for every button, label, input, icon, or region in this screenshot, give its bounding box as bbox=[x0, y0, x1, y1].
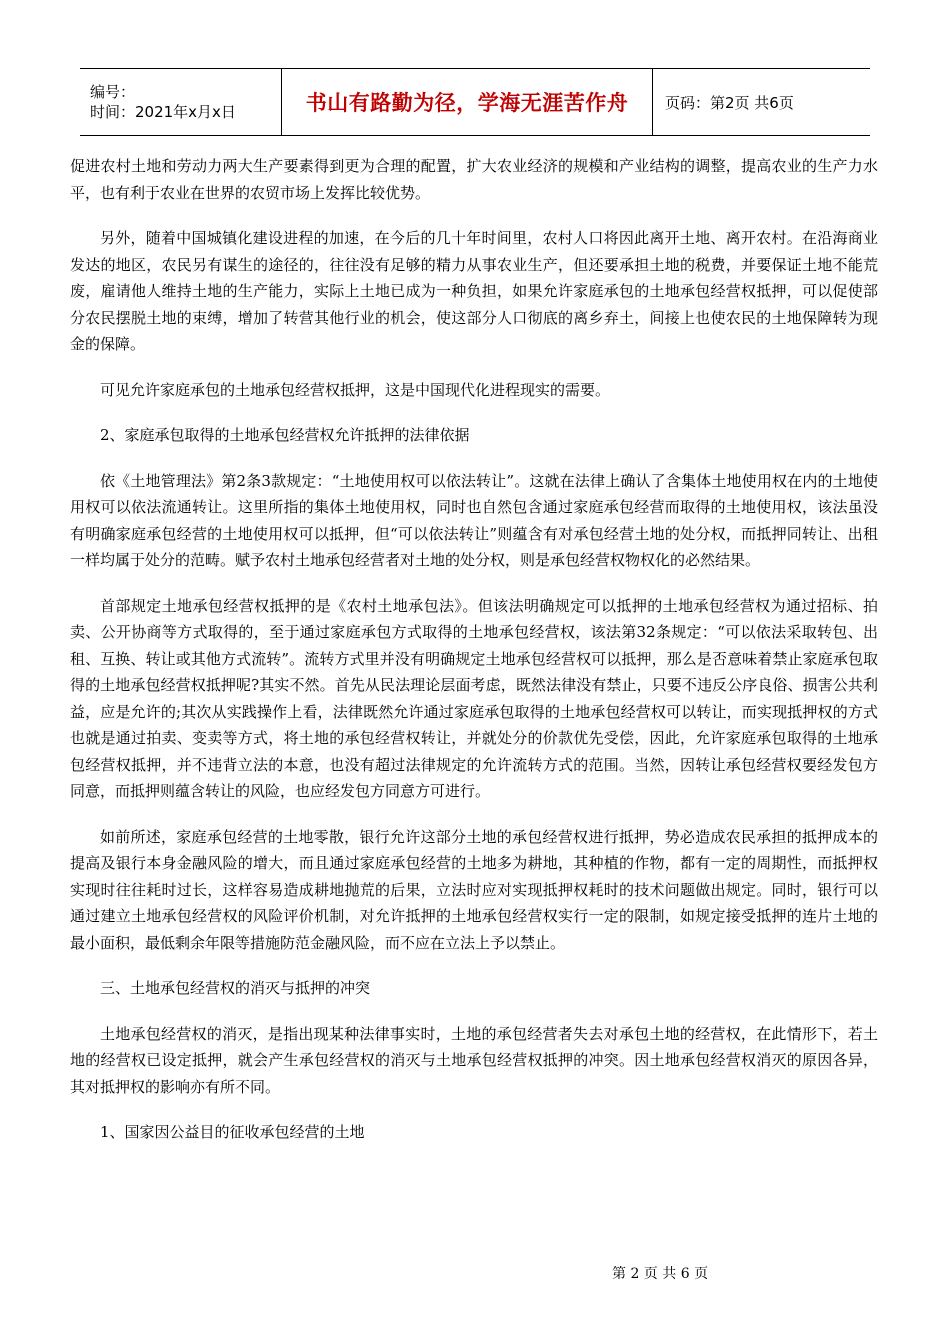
paragraph: 首部规定土地承包经营权抵押的是《农村土地承包法》。但该法明确规定可以抵押的土地承包经营权为通过招标、拍卖、公开协商等方式取得的，至于通过家庭承包方式取得的土地承包经营权，该法第32条规定：“可以依法采取转包、出租、互换、转让或其他方式流转”。流转方式里并没有明确规定土地承包经营权可以抵押，那么是否意味着禁止家庭承包取得的土地承包经营权抵押呢?其实不然。首先从民法理论层面考虑，既然法律没有禁止，只要不违反公序良俗、损害公共利益，应是允许的;其次从实践操作上看，法律既然允许通过家庭承包取得的土地承包经营权可以转让，而实现抵押权的方式也就是通过拍卖、变卖等方式，将土地的承包经营权转让，并就处分的价款优先受偿，因此，允许家庭承包取得的土地承包经营权抵押，并不违背立法的本意，也没有超过法律规定的允许流转方式的范围。当然，因转让承包经营权要经发包方同意，而抵押则蕴含转让的风险，也应经发包方同意方可进行。 bbox=[70, 596, 878, 800]
section-heading: 1、国家因公益目的征收承包经营的土地 bbox=[100, 1123, 365, 1141]
paragraph: 可见允许家庭承包的土地承包经营权抵押，这是中国现代化进程现实的需要。 bbox=[100, 380, 611, 399]
paragraph: 土地承包经营权的消灭，是指出现某种法律事实时，土地的承包经营者失去对承包土地的经营权，在此情形下，若土地的经营权已设定抵押，就会产生承包经营权的消灭与土地承包经营权抵押的冲突。因土地承包经营权消灭的原因各异，其对抵押权的影响亦有所不同。 bbox=[70, 1024, 878, 1096]
paragraph: 依《土地管理法》第2条3款规定：“土地使用权可以依法转让”。这就在法律上确认了含集体土地使用权在内的土地使用权可以依法流通转让。这里所指的集体土地使用权，同时也自然包含通过家庭承包经营而取得的土地使用权，该法虽没有明确家庭承包经营的土地使用权可以抵押，但“可以依法转让”则蕴含有对承包经营土地的处分权，而抵押同转让、出租一样均属于处分的范畴。赋予农村土地承包经营者对土地的处分权，则是承包经营权物权化的必然结果。 bbox=[70, 471, 878, 569]
page-header bbox=[80, 68, 870, 136]
header-meta bbox=[80, 69, 281, 135]
header-page-number: 页码：第2页 共6页 bbox=[665, 93, 794, 112]
document-date: 时间：2021年x月x日 bbox=[90, 103, 236, 121]
paragraph: 另外，随着中国城镇化建设进程的加速，在今后的几十年时间里，农村人口将因此离开土地、离开农村。在沿海商业发达的地区，农民另有谋生的途径的，往往没有足够的精力从事农业生产，但还要承担土地的税费，并要保证土地不能荒废，雇请他人维持土地的生产能力，实际上土地已成为一种负担，如果允许家庭承包的土地承包经营权抵押，可以促使部分农民摆脱土地的束缚，增加了转营其他行业的机会，使这部分人口彻底的离乡弃土，间接上也使农民的土地保障转为现金的保障。 bbox=[70, 229, 878, 353]
section-heading: 三、土地承包经营权的消灭与抵押的冲突 bbox=[100, 979, 371, 997]
document-body bbox=[70, 153, 878, 1146]
motto: 书山有路勤为径，学海无涯苦作舟 bbox=[305, 91, 629, 115]
page-footer: 第 2 页 共 6 页 bbox=[612, 1266, 709, 1282]
section-heading: 2、家庭承包取得的土地承包经营权允许抵押的法律依据 bbox=[100, 426, 470, 444]
header-page-cell bbox=[653, 69, 870, 135]
paragraph: 如前所述，家庭承包经营的土地零散，银行允许这部分土地的承包经营权进行抵押，势必造成农民承担的抵押成本的提高及银行本身金融风险的增大，而且通过家庭承包经营的土地多为耕地，其种植的作物，都有一定的周期性，而抵押权实现时往往耗时过长，这样容易造成耕地抛荒的后果，立法时应对实现抵押权耗时的技术问题做出规定。同时，银行可以通过建立土地承包经营权的风险评价机制，对允许抵押的土地承包经营权实行一定的限制，如规定接受抵押的连片土地的最小面积，最低剩余年限等措施防范金融风险，而不应在立法上予以禁止。 bbox=[70, 827, 878, 952]
header-motto-cell bbox=[281, 69, 653, 135]
document-number: 编号： bbox=[90, 83, 136, 101]
paragraph: 促进农村土地和劳动力两大生产要素得到更为合理的配置，扩大农业经济的规模和产业结构的调整，提高农业的生产力水平，也有利于农业在世界的农贸市场上发挥比较优势。 bbox=[70, 157, 878, 202]
